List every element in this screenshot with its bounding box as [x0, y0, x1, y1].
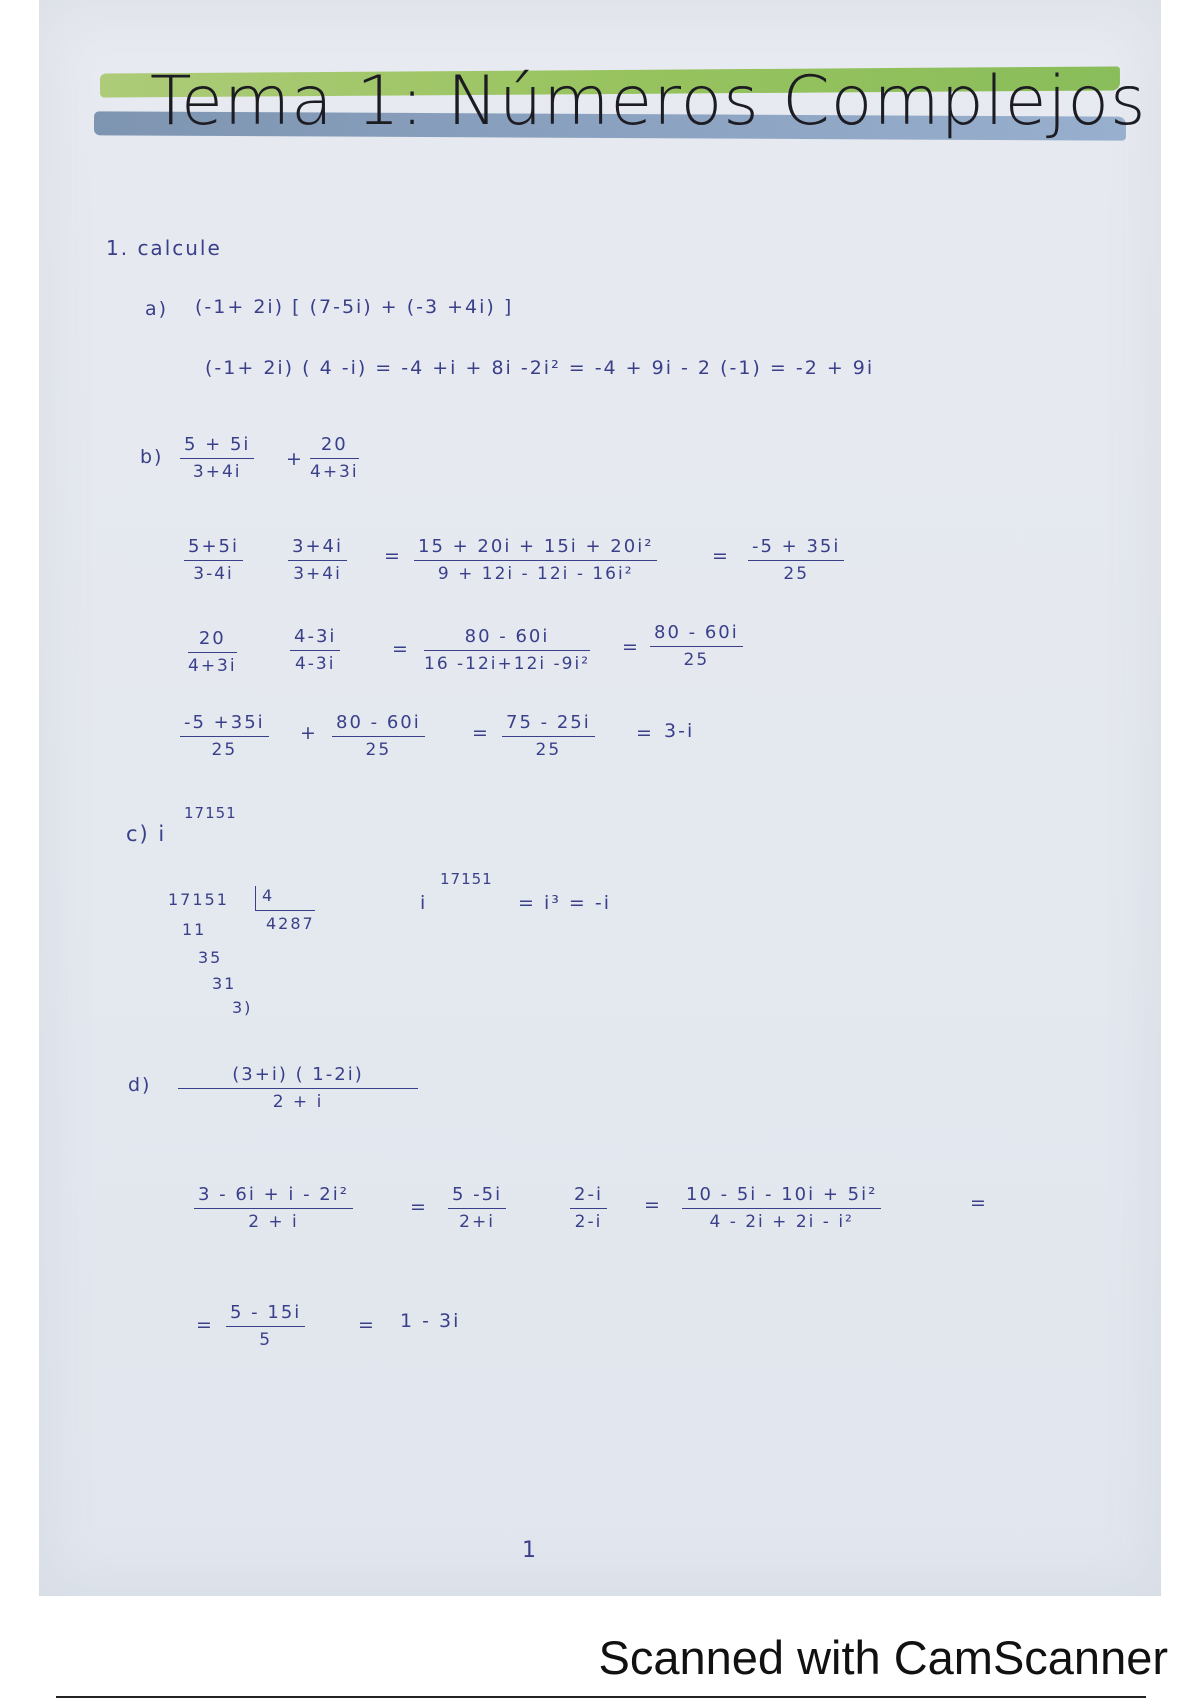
scanner-footer: Scanned with CamScanner: [598, 1631, 1168, 1684]
fraction: $\frac{80 - 60i}{25}$: [332, 712, 425, 760]
fraction: $\frac{3+4i}{3+4i}$: [288, 536, 347, 584]
division-bracket: [255, 886, 256, 910]
equals-sign: =: [358, 1314, 376, 1336]
power-base: i: [420, 892, 428, 914]
equals-sign: =: [410, 1196, 428, 1218]
equals-sign: =: [196, 1314, 214, 1336]
fraction: $\frac{-5 + 35i}{25}$: [748, 536, 844, 584]
operator: +: [286, 448, 304, 470]
part-b-result: 3-i: [664, 720, 695, 742]
division-quotient: 4287: [266, 914, 315, 933]
footer-divider: [56, 1696, 1146, 1698]
equals-sign: =: [970, 1192, 988, 1214]
division-step: 31: [212, 974, 237, 993]
equals-sign: =: [644, 1194, 662, 1216]
part-a-label: a): [145, 298, 169, 320]
equals-sign: =: [636, 722, 654, 744]
fraction: $\frac{20}{4+3i}$: [310, 434, 359, 482]
equals-sign: =: [712, 545, 730, 567]
fraction: $\frac{20}{4+3i}$: [188, 628, 237, 676]
fraction: $\frac{-5 +35i}{25}$: [180, 712, 269, 760]
division-dividend: 17151: [168, 890, 229, 909]
fraction: $\frac{80 - 60i}{25}$: [650, 622, 743, 670]
equals-sign: =: [392, 638, 410, 660]
fraction: $\frac{\text{10 - 5i - 10i + 5i²}}{\text{4 - 2i + 2i - i²}}$: [682, 1184, 881, 1232]
exercise-heading: 1. calcule: [106, 236, 222, 260]
part-c-label: c) i: [126, 822, 167, 846]
equals-sign: =: [622, 636, 640, 658]
fraction: $\frac{5+5i}{3-4i}$: [184, 536, 243, 584]
operator: +: [300, 722, 318, 744]
fraction: $\frac{4-3i}{4-3i}$: [290, 626, 340, 674]
equals-sign: =: [384, 545, 402, 567]
equals-sign: =: [472, 722, 490, 744]
part-d-label: d): [128, 1074, 152, 1096]
part-c-result: = i³ = -i: [518, 892, 611, 914]
part-c-exponent: 17151: [184, 804, 237, 822]
part-a-solution: (-1+ 2i) ( 4 -i) = -4 +i + 8i -2i² = -4 + 9i - 2 (-1) = -2 + 9i: [205, 357, 875, 379]
fraction: $\frac{5 - 15i}{5}$: [226, 1302, 305, 1350]
page-number: 1: [522, 1538, 536, 1563]
fraction: $\frac{\text{15 + 20i + 15i + 20i²}}{\text{9 + 12i - 12i - 16i²}}$: [414, 536, 657, 584]
division-step: 35: [198, 948, 223, 967]
part-b-label: b): [140, 446, 164, 468]
power-exponent: 17151: [440, 870, 493, 888]
page-title: Tema 1: Números Complejos: [150, 62, 1147, 141]
fraction: $\frac{5 -5i}{2+i}$: [448, 1184, 506, 1232]
fraction: $\frac{5 + 5i}{3+4i}$: [180, 434, 254, 482]
division-divisor: 4: [262, 886, 275, 905]
division-bracket-bar: [255, 910, 315, 911]
fraction: $\frac{\text{3 - 6i + i - 2i²}}{2 + i}$: [194, 1184, 353, 1232]
fraction: $\frac{(3+i) ( 1-2i)}{2 + i}$: [178, 1064, 418, 1112]
part-d-result: 1 - 3i: [400, 1310, 461, 1332]
fraction: $\frac{75 - 25i}{25}$: [502, 712, 595, 760]
fraction: $\frac{80 - 60i}{\text{16 -12i+12i -9i²}}$: [424, 626, 591, 674]
fraction: $\frac{2-i}{2-i}$: [570, 1184, 607, 1232]
division-remainder: 3): [232, 998, 253, 1017]
division-step: 11: [182, 920, 207, 939]
part-a-expression: (-1+ 2i) [ (7-5i) + (-3 +4i) ]: [195, 296, 514, 318]
